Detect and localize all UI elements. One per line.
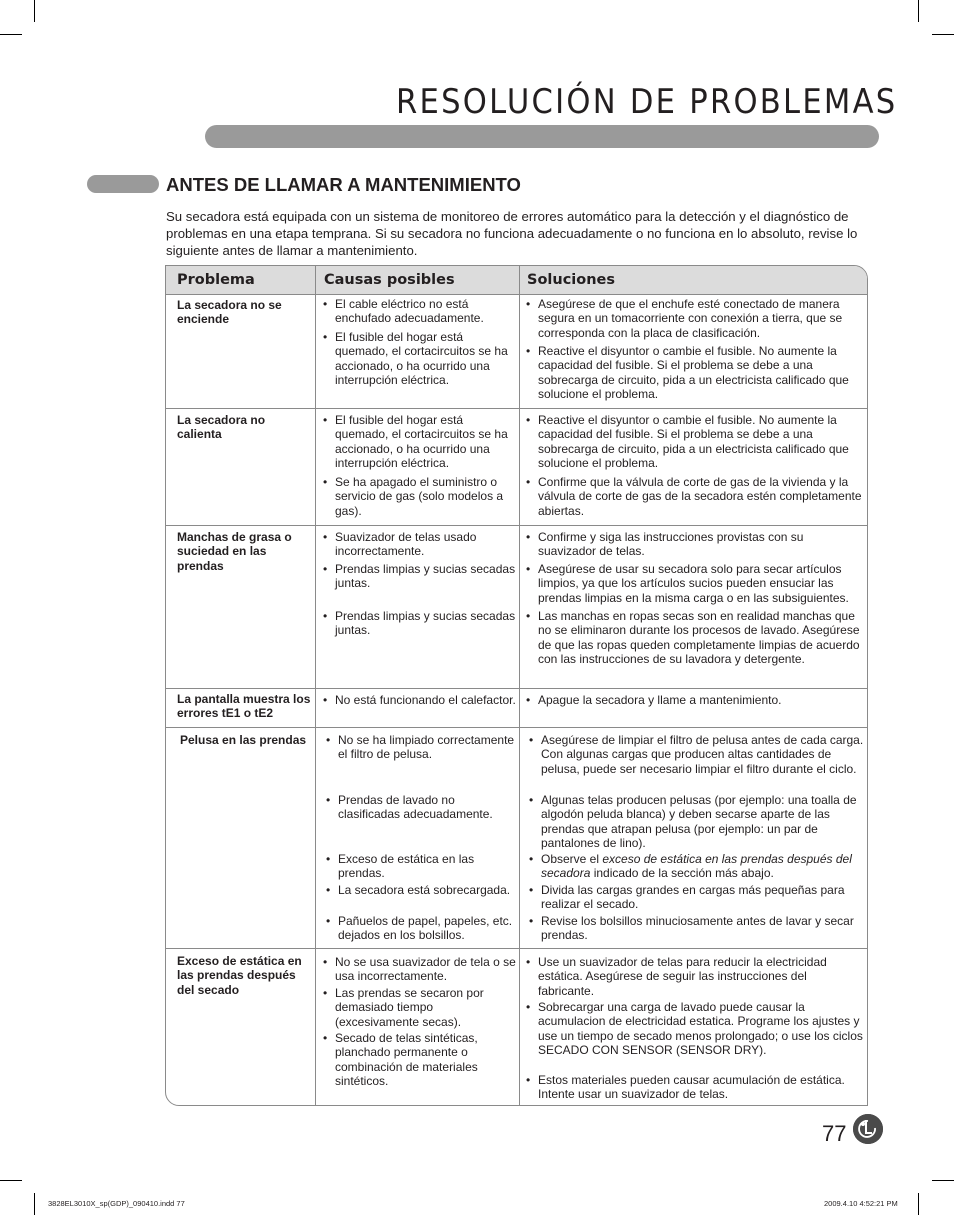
list-item: • Reactive el disyuntor o cambie el fusible. No aumente la capacidad del fusible. Si el problema se debe a una sobrecarga de circuito, pida a un electricista calificado que solucione el problema. (524, 413, 864, 470)
list-item: • Use un suavizador de telas para reducir la electricidad estática. Asegúrese de seguir las instrucciones del fabricante. (524, 955, 864, 998)
list-item: • Secado de telas sintéticas, planchado permanente o combinación de materiales sintéticos. (321, 1031, 517, 1088)
footer-timestamp: 2009.4.10 4:52:21 PM (824, 1199, 898, 1208)
crop-mark (918, 0, 919, 22)
list-item: • Estos materiales pueden causar acumulación de estática. Intente usar un suavizador de telas. (524, 1073, 864, 1102)
list-item: • Confirme que la válvula de corte de gas de la vivienda y la válvula de corte de gas de la secadora estén completamente abiertas. (524, 475, 864, 518)
intro-paragraph: Su secadora está equipada con un sistema de monitoreo de errores automático para la detección y el diagnóstico de problemas en una etapa temprana. Si su secadora no funciona adecuadamente o no funciona en lo absoluto, revise lo siguiente antes de llamar a mantenimiento. (166, 209, 858, 258)
list-item: • Las prendas se secaron por demasiado tiempo (excesivamente secas). (321, 986, 517, 1029)
table-row-problem: La pantalla muestra los errores tE1 o tE2 (177, 692, 311, 721)
list-item: • Sobrecargar una carga de lavado puede causar la acumulacion de electricidad estatica. Programe los ajustes y use un tiempo de secado menos prolongado; o use los ciclos SECADO CON SENSOR (SENSOR DRY). (524, 1000, 864, 1057)
row-divider (166, 525, 867, 526)
page-title: RESOLUCIÓN DE PROBLEMAS (396, 82, 898, 122)
list-item: • El fusible del hogar está quemado, el cortacircuitos se ha accionado, o ha ocurrido una interrupción eléctrica. (321, 413, 517, 470)
column-divider (519, 266, 520, 1105)
section-pill (87, 175, 159, 193)
crop-mark (0, 1180, 22, 1181)
list-item: • No se ha limpiado correctamente el filtro de pelusa. (324, 733, 518, 762)
text-span-italic: exceso de estática en las prendas después del secadora (541, 852, 852, 881)
table-row-problem: Pelusa en las prendas (180, 733, 307, 747)
list-item: • Suavizador de telas usado incorrectamente. (321, 530, 517, 559)
list-item: • Prendas limpias y sucias secadas juntas. (321, 562, 517, 591)
list-item: • Asegúrese de limpiar el filtro de pelusa antes de cada carga. Con algunas cargas que producen altas cantidades de pelusa, puede ser necesario limpiar el filtro durante el ciclo. (527, 733, 865, 776)
table-row-problem: Exceso de estática en las prendas después del secado (177, 954, 302, 997)
list-item: • Reactive el disyuntor o cambie el fusible. No aumente la capacidad del fusible. Si el problema se debe a una sobrecarga de circuito, pida a un electricista calificado que solucione el problema. (524, 344, 864, 401)
crop-mark (932, 34, 954, 35)
table-row-problem: La secadora no se enciende (177, 298, 282, 327)
row-divider (166, 727, 867, 728)
list-item: • Pañuelos de papel, papeles, etc. dejados en los bolsillos. (324, 914, 518, 943)
table-row-problem: La secadora no calienta (177, 413, 266, 442)
text-span: indicado de la sección más abajo. (590, 866, 774, 881)
lg-logo-icon (853, 1114, 883, 1144)
list-item: • No está funcionando el calefactor. (321, 693, 517, 707)
row-divider (166, 408, 867, 409)
list-item: • Apague la secadora y llame a mantenimiento. (524, 693, 864, 707)
list-item: • Prendas limpias y sucias secadas juntas. (321, 609, 517, 638)
table-header (166, 266, 867, 295)
row-divider (166, 948, 867, 949)
troubleshooting-table (165, 265, 868, 1106)
crop-mark (34, 0, 35, 22)
list-item (527, 852, 865, 881)
list-item: • No se usa suavizador de tela o se usa incorrectamente. (321, 955, 517, 984)
header-problem: Problema (177, 272, 255, 288)
list-item: • Asegúrese de que el enchufe esté conectado de manera segura en un tomacorriente con conexión a tierra, que se corresponda con la placa de clasificación. (524, 297, 864, 340)
list-item: • Prendas de lavado no clasificadas adecuadamente. (324, 793, 518, 822)
row-divider (166, 688, 867, 689)
list-item: • Revise los bolsillos minuciosamente antes de lavar y secar prendas. (527, 914, 865, 943)
list-item: • Divida las cargas grandes en cargas más pequeñas para realizar el secado. (527, 883, 865, 912)
footer-file-info: 3828EL3010X_sp(GDP)_090410.indd 77 (48, 1199, 185, 1208)
header-solutions: Soluciones (527, 272, 616, 288)
list-item: • El cable eléctrico no está enchufado adecuadamente. (321, 297, 517, 326)
crop-mark (0, 34, 22, 35)
crop-mark (34, 1193, 35, 1215)
list-item: • Asegúrese de usar su secadora solo para secar artículos limpios, ya que los artículos sucios pueden ensuciar las prendas limpias en la misma carga o en las subsiguientes. (524, 562, 864, 605)
list-item: • Confirme y siga las instrucciones provistas con su suavizador de telas. (524, 530, 864, 559)
column-divider (315, 266, 316, 1105)
page-number: 77 (822, 1121, 847, 1146)
text-span: Observe el (541, 852, 603, 866)
list-item: • Algunas telas producen pelusas (por ejemplo: una toalla de algodón peluda blanca) y deben secarse aparte de las prendas que atrapan pelusa (por ejemplo: un par de pantalones de lino). (527, 793, 865, 850)
list-item: • Las manchas en ropas secas son en realidad manchas que no se eliminaron durante los procesos de lavado. Asegúrese de que las ropas queden completamente limpias de acuerdo con las instrucciones de su lavadora y detergente. (524, 609, 864, 666)
header-causes: Causas posibles (324, 272, 455, 288)
section-title: ANTES DE LLAMAR A MANTENIMIENTO (166, 174, 521, 195)
table-row-problem: Manchas de grasa o suciedad en las prendas (177, 530, 292, 573)
crop-mark (932, 1180, 954, 1181)
list-item: • Exceso de estática en las prendas. (324, 852, 518, 881)
list-item: • Se ha apagado el suministro o servicio de gas (solo modelos a gas). (321, 475, 517, 518)
list-item: • El fusible del hogar está quemado, el cortacircuitos se ha accionado, o ha ocurrido una interrupción eléctrica. (321, 330, 517, 387)
list-item: • La secadora está sobrecargada. (324, 883, 518, 897)
crop-mark (918, 1193, 919, 1215)
title-underline-bar (205, 125, 879, 148)
